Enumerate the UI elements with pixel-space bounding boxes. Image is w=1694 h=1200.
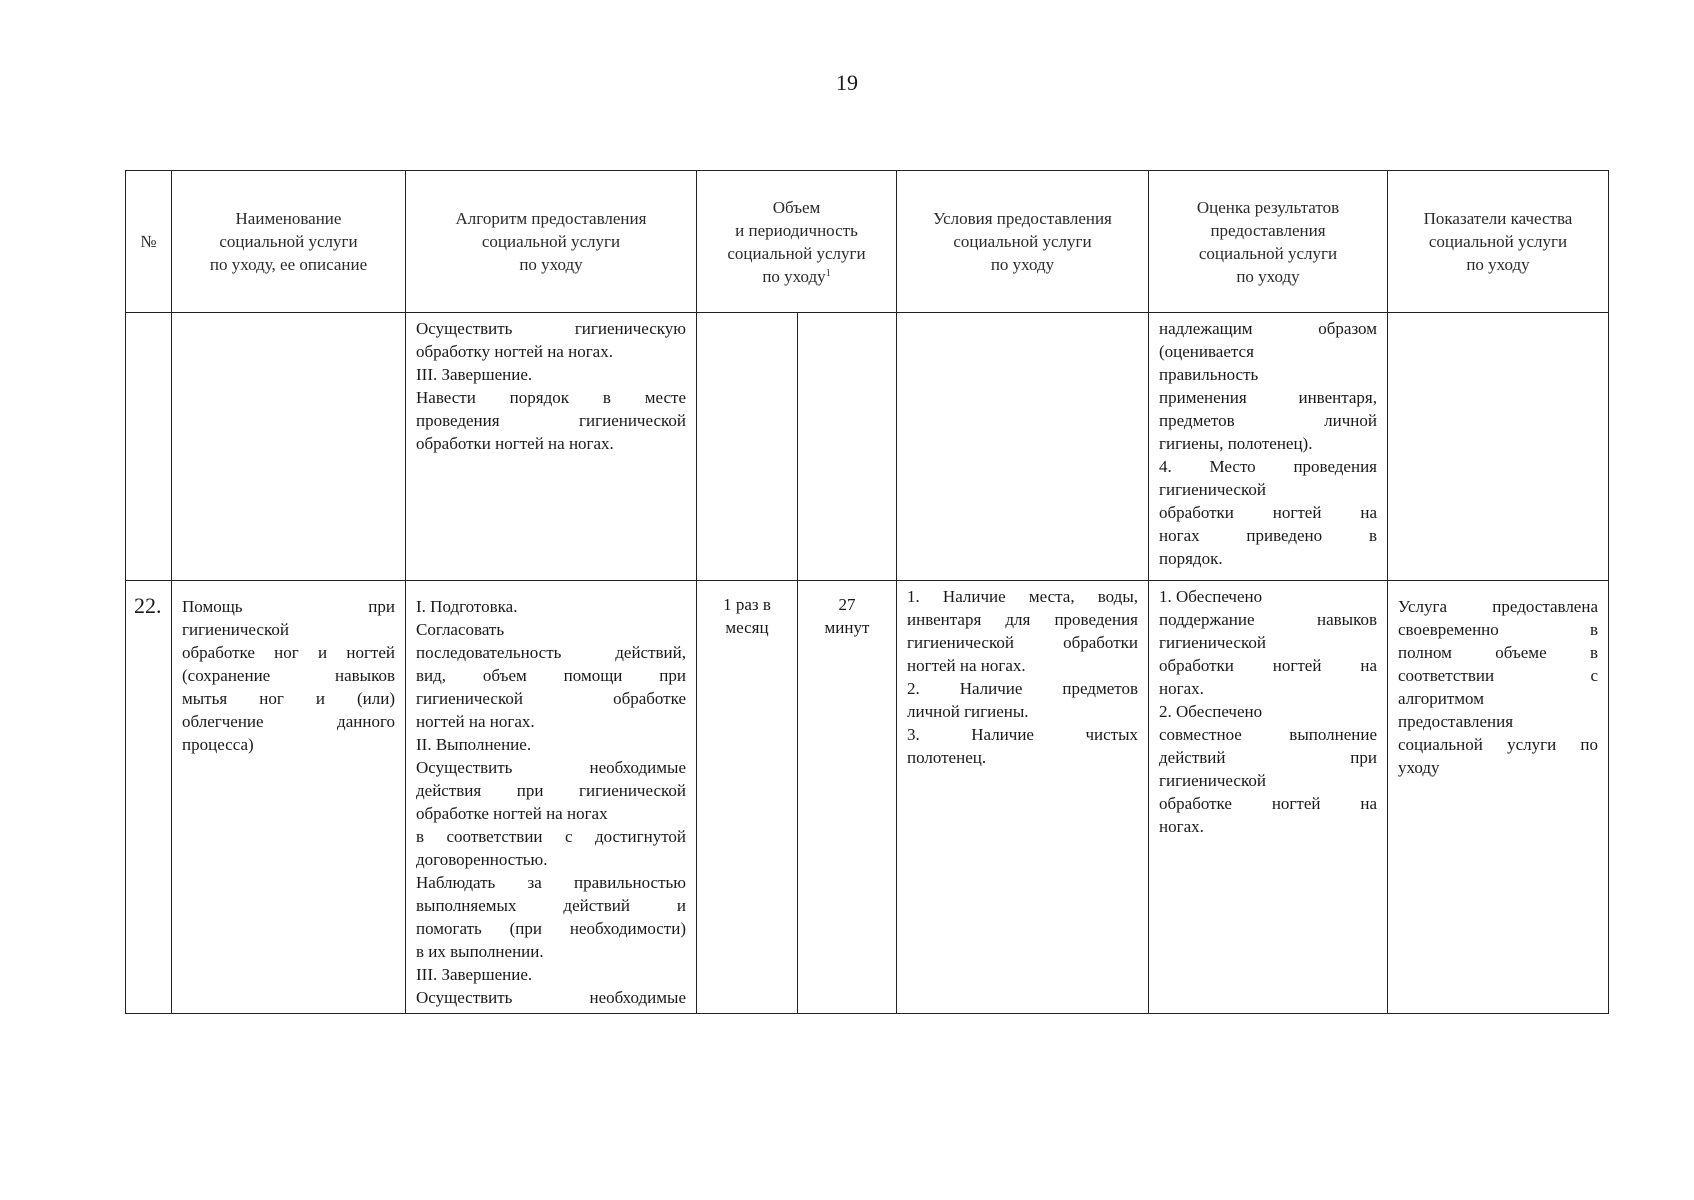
text-line: ногтей на ногах. [416,712,535,731]
text-line: 2. Наличие предметов [907,679,1138,698]
text-line: обработке ног и ногтей [182,643,395,662]
row22-indicators-cell [1388,581,1609,1014]
text-line: по уходу [1466,255,1530,274]
header-algorithm [406,171,697,313]
row22-algorithm-cell [406,581,697,1014]
text-line: Осуществить гигиеническую [416,319,686,338]
text-line: в их выполнении. [416,942,544,961]
text-line: по уходу [990,255,1055,274]
text-line: месяц [725,618,769,637]
text-line: социальной услуги [481,232,621,251]
text-line: обработку ногтей на ногах. [416,342,613,361]
text-line: Условия предоставления [933,209,1112,228]
text-line: предметов личной [1159,411,1377,430]
text-line: полном объеме в [1398,643,1598,662]
text-line: Навести порядок в месте [416,388,686,407]
text-line: Осуществить необходимые [416,988,686,1007]
row22-evaluation-cell [1149,581,1388,1014]
text-line: социальной услуги [219,232,358,251]
text-line: по уходу, ее описание [209,255,368,274]
text-line: надлежащим образом [1159,319,1377,338]
text-line: минут [824,618,870,637]
text-line: порядок. [1159,549,1223,568]
header-service-name [172,171,406,313]
footnote-marker: 1 [825,267,831,279]
text-line: последовательность действий, [416,643,686,662]
text-line: 3. Наличие чистых [907,725,1138,744]
text-line: процесса) [182,735,254,754]
text-line: 1 раз в [723,595,771,614]
text-line: 1. Наличие места, воды, [907,587,1138,606]
text-line: совместное выполнение [1159,725,1377,744]
text-line: по уходу [1236,266,1300,286]
header-number: № [126,171,172,313]
cont-evaluation-cell [1149,313,1388,581]
text-line: (сохранение навыков [182,666,395,685]
text-line: проведения гигиенической [416,411,686,430]
text-line: инвентаря для проведения [907,610,1138,629]
row22-frequency-cell [697,581,798,1014]
text-line: соответствии с [1398,666,1598,685]
text-line: помогать (при необходимости) [416,919,686,938]
text-line: обработки ногтей на ногах. [416,434,614,453]
cont-algorithm-cell [406,313,697,581]
cont-frequency-cell [697,313,798,581]
text-line: уходу [1398,758,1440,777]
text-line: Алгоритм предоставления [455,209,647,228]
text-line: Показатели качества [1423,209,1573,228]
text-line: Наблюдать за правильностью [416,873,686,892]
text-line: III. Завершение. [416,965,533,984]
text-line: гигиенической обработке [416,689,686,708]
row-22 [126,581,1609,1014]
text-line: социальной услуги [1428,232,1568,251]
text-line: 27 [838,595,856,614]
page-number: 19 [836,70,858,95]
text-line: и периодичность [735,220,858,240]
text-line: вид, объем помощи при [416,666,686,685]
text-line: Согласовать [416,620,505,639]
text-line: гигиенической обработки [907,633,1138,652]
text-line: предоставления [1210,220,1326,240]
text-line: социальной услуги по [1398,735,1598,754]
text-line: действий при [1159,748,1377,767]
text-line: действия при гигиенической [416,781,686,800]
row22-name-cell [172,581,406,1014]
header-indicators [1388,171,1609,313]
cont-indicators-cell [1388,313,1609,581]
text-line: мытья ног и (или) [182,689,395,708]
row22-conditions-cell [897,581,1149,1014]
text-line: поддержание навыков [1159,610,1377,629]
text-line: по уходу [519,255,583,274]
text-line: личной гигиены. [907,702,1029,721]
text-line: в соответствии с достигнутой [416,827,686,846]
text-line: 1. Обеспечено [1159,587,1263,606]
text-line: III. Завершение. [416,365,533,384]
text-line: договоренностью. [416,850,548,869]
header-row [126,171,1609,313]
text-line: Услуга предоставлена [1398,597,1598,616]
text-line: ногах приведено в [1159,526,1377,545]
cont-duration-cell [798,313,897,581]
text-line: гигиенической [1159,633,1266,652]
text-line: облегчение данного [182,712,395,731]
text-line: Оценка результатов [1196,197,1340,217]
text-line: обработке ногтей на ногах [416,804,608,823]
text-line: социальной услуги [1198,243,1338,263]
text-line: Наименование [235,209,342,228]
text-line: гигиенической [1159,480,1266,499]
text-line: социальной услуги [953,232,1092,251]
row22-number: 22. [126,581,172,1014]
text-line: правильность [1159,365,1259,384]
text-line: ногтей на ногах. [907,656,1026,675]
text-line: гигиены, полотенец). [1159,434,1313,453]
services-table [125,170,1609,1014]
text-line: Помощь при [182,597,395,616]
continuation-row [126,313,1609,581]
text-line: социальной услуги [727,243,866,263]
header-conditions [897,171,1149,313]
cont-name-cell [172,313,406,581]
text-line: Осуществить необходимые [416,758,686,777]
text-line: 2. Обеспечено [1159,702,1263,721]
text-line: Объем [772,197,821,217]
text-line: обработке ногтей на [1159,794,1377,813]
text-line: своевременно в [1398,620,1598,639]
text-line: полотенец. [907,748,987,767]
text-line: ногах. [1159,679,1204,698]
text-line: обработки ногтей на [1159,503,1377,522]
row22-duration-cell [798,581,897,1014]
text-line: 4. Место проведения [1159,457,1377,476]
text-line: I. Подготовка. [416,597,518,616]
text-line: (оценивается [1159,342,1254,361]
text-line: II. Выполнение. [416,735,532,754]
text-line: предоставления [1398,712,1514,731]
header-evaluation [1149,171,1388,313]
text-line: по уходу$^1$ [762,266,831,286]
text-line: обработки ногтей на [1159,656,1377,675]
text-line: применения инвентаря, [1159,388,1377,407]
header-volume [697,171,897,313]
text-line: гигиенической [182,620,289,639]
text-line: ногах. [1159,817,1204,836]
text-line: гигиенической [1159,771,1266,790]
text-line: алгоритмом [1398,689,1484,708]
header-volume-text [697,196,896,288]
text-line: выполняемых действий и [416,896,686,915]
cont-number-cell [126,313,172,581]
cont-conditions-cell [897,313,1149,581]
